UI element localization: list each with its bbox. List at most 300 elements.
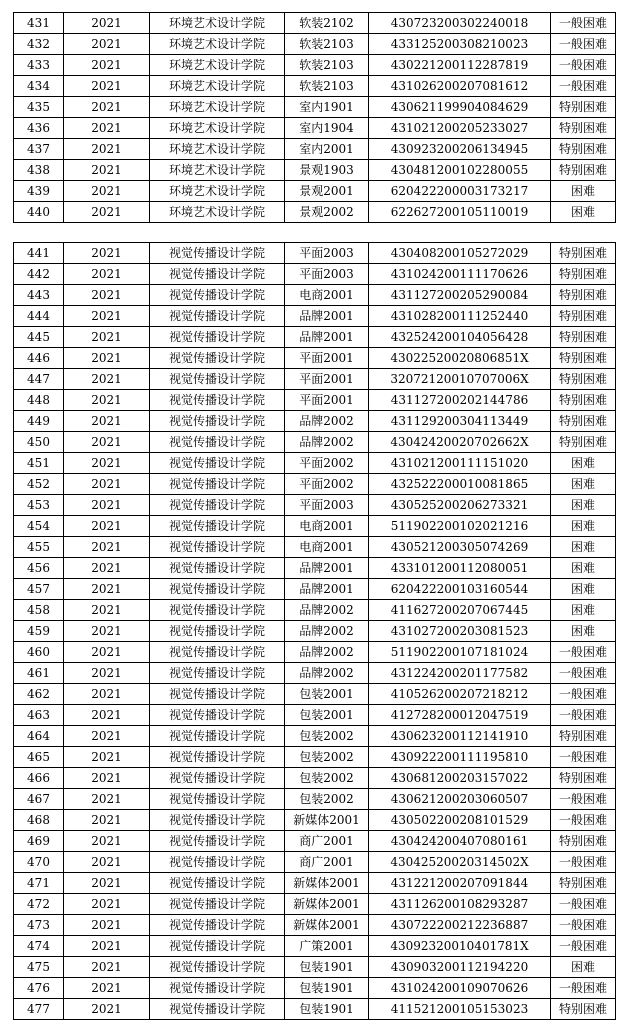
difficulty-level-cell: 一般困难 xyxy=(551,34,616,55)
serial-number-cell: 450 xyxy=(14,432,64,453)
table-row xyxy=(14,34,616,55)
id-number-cell: 430481200102280055 xyxy=(369,160,551,181)
table-row xyxy=(14,369,616,390)
college-cell: 视觉传播设计学院 xyxy=(150,516,285,537)
difficulty-level-cell: 特别困难 xyxy=(551,768,616,789)
serial-number-cell: 462 xyxy=(14,684,64,705)
year-cell: 2021 xyxy=(64,97,150,118)
class-cell: 品牌2001 xyxy=(285,558,369,579)
class-cell: 平面2003 xyxy=(285,264,369,285)
difficulty-level-cell: 一般困难 xyxy=(551,747,616,768)
college-cell: 环境艺术设计学院 xyxy=(150,55,285,76)
difficulty-level-cell: 特别困难 xyxy=(551,327,616,348)
serial-number-cell: 476 xyxy=(14,978,64,999)
college-cell: 视觉传播设计学院 xyxy=(150,369,285,390)
year-cell: 2021 xyxy=(64,915,150,936)
class-cell: 品牌2001 xyxy=(285,327,369,348)
table-row xyxy=(14,474,616,495)
difficulty-level-cell: 特别困难 xyxy=(551,999,616,1020)
class-cell: 包装1901 xyxy=(285,999,369,1020)
class-cell: 软装2103 xyxy=(285,34,369,55)
class-cell: 软装2103 xyxy=(285,76,369,97)
serial-number-cell: 435 xyxy=(14,97,64,118)
year-cell: 2021 xyxy=(64,831,150,852)
id-number-cell: 43022520020806851X xyxy=(369,348,551,369)
difficulty-level-cell: 一般困难 xyxy=(551,936,616,957)
year-cell: 2021 xyxy=(64,999,150,1020)
difficulty-level-cell: 困难 xyxy=(551,202,616,223)
difficulty-level-cell: 特别困难 xyxy=(551,118,616,139)
difficulty-level-cell: 特别困难 xyxy=(551,160,616,181)
difficulty-level-cell: 一般困难 xyxy=(551,810,616,831)
serial-number-cell: 455 xyxy=(14,537,64,558)
class-cell: 平面2001 xyxy=(285,348,369,369)
id-number-cell: 430681200203157022 xyxy=(369,768,551,789)
class-cell: 包装1901 xyxy=(285,978,369,999)
class-cell: 商广2001 xyxy=(285,831,369,852)
id-number-cell: 411627200207067445 xyxy=(369,600,551,621)
serial-number-cell: 472 xyxy=(14,894,64,915)
id-number-cell: 410526200207218212 xyxy=(369,684,551,705)
table-row xyxy=(14,202,616,223)
college-cell: 视觉传播设计学院 xyxy=(150,285,285,306)
table-row xyxy=(14,726,616,747)
class-cell: 新媒体2001 xyxy=(285,873,369,894)
class-cell: 品牌2002 xyxy=(285,663,369,684)
id-number-cell: 411521200105153023 xyxy=(369,999,551,1020)
class-cell: 包装2001 xyxy=(285,705,369,726)
serial-number-cell: 437 xyxy=(14,139,64,160)
year-cell: 2021 xyxy=(64,579,150,600)
table-row xyxy=(14,76,616,97)
difficulty-level-cell: 一般困难 xyxy=(551,13,616,34)
college-cell: 视觉传播设计学院 xyxy=(150,831,285,852)
year-cell: 2021 xyxy=(64,432,150,453)
serial-number-cell: 439 xyxy=(14,181,64,202)
id-number-cell: 432522200010081865 xyxy=(369,474,551,495)
college-cell: 视觉传播设计学院 xyxy=(150,957,285,978)
class-cell: 景观2001 xyxy=(285,181,369,202)
class-cell: 品牌2002 xyxy=(285,411,369,432)
class-cell: 电商2001 xyxy=(285,285,369,306)
serial-number-cell: 464 xyxy=(14,726,64,747)
serial-number-cell: 471 xyxy=(14,873,64,894)
year-cell: 2021 xyxy=(64,55,150,76)
difficulty-level-cell: 一般困难 xyxy=(551,663,616,684)
serial-number-cell: 446 xyxy=(14,348,64,369)
id-number-cell: 412728200012047519 xyxy=(369,705,551,726)
table-row xyxy=(14,789,616,810)
college-cell: 视觉传播设计学院 xyxy=(150,852,285,873)
id-number-cell: 431127200202144786 xyxy=(369,390,551,411)
serial-number-cell: 431 xyxy=(14,13,64,34)
college-cell: 视觉传播设计学院 xyxy=(150,810,285,831)
serial-number-cell: 438 xyxy=(14,160,64,181)
college-cell: 视觉传播设计学院 xyxy=(150,768,285,789)
college-cell: 视觉传播设计学院 xyxy=(150,999,285,1020)
id-number-cell: 430922200111195810 xyxy=(369,747,551,768)
id-number-cell: 431024200109070626 xyxy=(369,978,551,999)
student-table-visual-communication xyxy=(13,242,616,1020)
id-number-cell: 32072120010707006X xyxy=(369,369,551,390)
serial-number-cell: 443 xyxy=(14,285,64,306)
year-cell: 2021 xyxy=(64,558,150,579)
year-cell: 2021 xyxy=(64,474,150,495)
college-cell: 视觉传播设计学院 xyxy=(150,894,285,915)
table-row xyxy=(14,957,616,978)
difficulty-level-cell: 困难 xyxy=(551,600,616,621)
college-cell: 视觉传播设计学院 xyxy=(150,306,285,327)
serial-number-cell: 440 xyxy=(14,202,64,223)
difficulty-level-cell: 特别困难 xyxy=(551,726,616,747)
college-cell: 视觉传播设计学院 xyxy=(150,726,285,747)
table-row xyxy=(14,243,616,264)
serial-number-cell: 473 xyxy=(14,915,64,936)
college-cell: 环境艺术设计学院 xyxy=(150,181,285,202)
serial-number-cell: 460 xyxy=(14,642,64,663)
year-cell: 2021 xyxy=(64,453,150,474)
college-cell: 视觉传播设计学院 xyxy=(150,411,285,432)
year-cell: 2021 xyxy=(64,726,150,747)
table-row xyxy=(14,642,616,663)
table-row xyxy=(14,915,616,936)
difficulty-level-cell: 一般困难 xyxy=(551,894,616,915)
serial-number-cell: 466 xyxy=(14,768,64,789)
year-cell: 2021 xyxy=(64,202,150,223)
class-cell: 新媒体2001 xyxy=(285,894,369,915)
id-number-cell: 430722200212236887 xyxy=(369,915,551,936)
id-number-cell: 430723200302240018 xyxy=(369,13,551,34)
college-cell: 视觉传播设计学院 xyxy=(150,600,285,621)
id-number-cell: 511902200102021216 xyxy=(369,516,551,537)
table-row xyxy=(14,768,616,789)
year-cell: 2021 xyxy=(64,684,150,705)
id-number-cell: 431126200108293287 xyxy=(369,894,551,915)
table-row xyxy=(14,600,616,621)
class-cell: 包装2002 xyxy=(285,768,369,789)
id-number-cell: 433125200308210023 xyxy=(369,34,551,55)
college-cell: 视觉传播设计学院 xyxy=(150,684,285,705)
year-cell: 2021 xyxy=(64,894,150,915)
table-row xyxy=(14,516,616,537)
table-row xyxy=(14,97,616,118)
college-cell: 视觉传播设计学院 xyxy=(150,453,285,474)
id-number-cell: 620422200103160544 xyxy=(369,579,551,600)
college-cell: 视觉传播设计学院 xyxy=(150,873,285,894)
id-number-cell: 622627200105110019 xyxy=(369,202,551,223)
table-row xyxy=(14,160,616,181)
difficulty-level-cell: 特别困难 xyxy=(551,831,616,852)
id-number-cell: 430502200208101529 xyxy=(369,810,551,831)
table-row xyxy=(14,264,616,285)
serial-number-cell: 467 xyxy=(14,789,64,810)
college-cell: 视觉传播设计学院 xyxy=(150,663,285,684)
table-row xyxy=(14,285,616,306)
class-cell: 品牌2002 xyxy=(285,621,369,642)
serial-number-cell: 449 xyxy=(14,411,64,432)
table-row xyxy=(14,831,616,852)
class-cell: 品牌2002 xyxy=(285,600,369,621)
difficulty-level-cell: 特别困难 xyxy=(551,97,616,118)
serial-number-cell: 447 xyxy=(14,369,64,390)
difficulty-level-cell: 困难 xyxy=(551,579,616,600)
student-table-environmental-art xyxy=(13,12,616,223)
id-number-cell: 432524200104056428 xyxy=(369,327,551,348)
college-cell: 视觉传播设计学院 xyxy=(150,348,285,369)
class-cell: 平面2001 xyxy=(285,390,369,411)
class-cell: 室内1901 xyxy=(285,97,369,118)
id-number-cell: 43092320010401781X xyxy=(369,936,551,957)
id-number-cell: 43042420020702662X xyxy=(369,432,551,453)
year-cell: 2021 xyxy=(64,705,150,726)
year-cell: 2021 xyxy=(64,936,150,957)
year-cell: 2021 xyxy=(64,663,150,684)
id-number-cell: 431224200201177582 xyxy=(369,663,551,684)
id-number-cell: 430525200206273321 xyxy=(369,495,551,516)
difficulty-level-cell: 特别困难 xyxy=(551,390,616,411)
id-number-cell: 431028200111252440 xyxy=(369,306,551,327)
class-cell: 室内1904 xyxy=(285,118,369,139)
difficulty-level-cell: 困难 xyxy=(551,181,616,202)
difficulty-level-cell: 特别困难 xyxy=(551,369,616,390)
table-row xyxy=(14,495,616,516)
table-row xyxy=(14,537,616,558)
id-number-cell: 431129200304113449 xyxy=(369,411,551,432)
year-cell: 2021 xyxy=(64,369,150,390)
table-row xyxy=(14,747,616,768)
id-number-cell: 431127200205290084 xyxy=(369,285,551,306)
serial-number-cell: 445 xyxy=(14,327,64,348)
college-cell: 环境艺术设计学院 xyxy=(150,13,285,34)
difficulty-level-cell: 特别困难 xyxy=(551,432,616,453)
college-cell: 视觉传播设计学院 xyxy=(150,243,285,264)
serial-number-cell: 433 xyxy=(14,55,64,76)
year-cell: 2021 xyxy=(64,348,150,369)
table-row xyxy=(14,432,616,453)
serial-number-cell: 458 xyxy=(14,600,64,621)
difficulty-level-cell: 一般困难 xyxy=(551,978,616,999)
year-cell: 2021 xyxy=(64,160,150,181)
class-cell: 包装2002 xyxy=(285,747,369,768)
year-cell: 2021 xyxy=(64,285,150,306)
table-row xyxy=(14,978,616,999)
college-cell: 环境艺术设计学院 xyxy=(150,118,285,139)
year-cell: 2021 xyxy=(64,957,150,978)
serial-number-cell: 442 xyxy=(14,264,64,285)
table-row xyxy=(14,936,616,957)
college-cell: 视觉传播设计学院 xyxy=(150,495,285,516)
college-cell: 环境艺术设计学院 xyxy=(150,202,285,223)
table-row xyxy=(14,852,616,873)
id-number-cell: 430621200203060507 xyxy=(369,789,551,810)
id-number-cell: 431221200207091844 xyxy=(369,873,551,894)
college-cell: 视觉传播设计学院 xyxy=(150,621,285,642)
table-row xyxy=(14,999,616,1020)
college-cell: 视觉传播设计学院 xyxy=(150,537,285,558)
class-cell: 新媒体2001 xyxy=(285,810,369,831)
difficulty-level-cell: 特别困难 xyxy=(551,285,616,306)
id-number-cell: 431021200205233027 xyxy=(369,118,551,139)
year-cell: 2021 xyxy=(64,873,150,894)
class-cell: 品牌2002 xyxy=(285,642,369,663)
serial-number-cell: 444 xyxy=(14,306,64,327)
year-cell: 2021 xyxy=(64,495,150,516)
class-cell: 景观2002 xyxy=(285,202,369,223)
college-cell: 环境艺术设计学院 xyxy=(150,139,285,160)
college-cell: 视觉传播设计学院 xyxy=(150,264,285,285)
class-cell: 品牌2002 xyxy=(285,432,369,453)
year-cell: 2021 xyxy=(64,327,150,348)
college-cell: 视觉传播设计学院 xyxy=(150,936,285,957)
difficulty-level-cell: 困难 xyxy=(551,495,616,516)
table-row xyxy=(14,621,616,642)
serial-number-cell: 451 xyxy=(14,453,64,474)
table-row xyxy=(14,181,616,202)
difficulty-level-cell: 特别困难 xyxy=(551,139,616,160)
difficulty-level-cell: 一般困难 xyxy=(551,55,616,76)
difficulty-level-cell: 一般困难 xyxy=(551,915,616,936)
serial-number-cell: 465 xyxy=(14,747,64,768)
difficulty-level-cell: 困难 xyxy=(551,558,616,579)
serial-number-cell: 474 xyxy=(14,936,64,957)
year-cell: 2021 xyxy=(64,978,150,999)
class-cell: 品牌2001 xyxy=(285,579,369,600)
id-number-cell: 430521200305074269 xyxy=(369,537,551,558)
year-cell: 2021 xyxy=(64,642,150,663)
class-cell: 软装2102 xyxy=(285,13,369,34)
id-number-cell: 431027200203081523 xyxy=(369,621,551,642)
difficulty-level-cell: 特别困难 xyxy=(551,411,616,432)
table-row xyxy=(14,306,616,327)
serial-number-cell: 432 xyxy=(14,34,64,55)
id-number-cell: 433101200112080051 xyxy=(369,558,551,579)
id-number-cell: 430621199904084629 xyxy=(369,97,551,118)
id-number-cell: 620422200003173217 xyxy=(369,181,551,202)
difficulty-level-cell: 一般困难 xyxy=(551,705,616,726)
id-number-cell: 430903200112194220 xyxy=(369,957,551,978)
class-cell: 包装2002 xyxy=(285,789,369,810)
id-number-cell: 511902200107181024 xyxy=(369,642,551,663)
year-cell: 2021 xyxy=(64,13,150,34)
table-row xyxy=(14,411,616,432)
class-cell: 平面2002 xyxy=(285,453,369,474)
college-cell: 视觉传播设计学院 xyxy=(150,642,285,663)
college-cell: 视觉传播设计学院 xyxy=(150,705,285,726)
serial-number-cell: 441 xyxy=(14,243,64,264)
year-cell: 2021 xyxy=(64,139,150,160)
college-cell: 视觉传播设计学院 xyxy=(150,747,285,768)
difficulty-level-cell: 特别困难 xyxy=(551,264,616,285)
year-cell: 2021 xyxy=(64,76,150,97)
college-cell: 环境艺术设计学院 xyxy=(150,97,285,118)
serial-number-cell: 454 xyxy=(14,516,64,537)
difficulty-level-cell: 困难 xyxy=(551,453,616,474)
class-cell: 包装1901 xyxy=(285,957,369,978)
college-cell: 视觉传播设计学院 xyxy=(150,327,285,348)
class-cell: 景观1903 xyxy=(285,160,369,181)
serial-number-cell: 457 xyxy=(14,579,64,600)
table-row xyxy=(14,348,616,369)
year-cell: 2021 xyxy=(64,264,150,285)
year-cell: 2021 xyxy=(64,243,150,264)
table-row xyxy=(14,118,616,139)
difficulty-level-cell: 特别困难 xyxy=(551,873,616,894)
class-cell: 新媒体2001 xyxy=(285,915,369,936)
year-cell: 2021 xyxy=(64,181,150,202)
table-row xyxy=(14,705,616,726)
difficulty-level-cell: 一般困难 xyxy=(551,789,616,810)
serial-number-cell: 475 xyxy=(14,957,64,978)
table-row xyxy=(14,873,616,894)
difficulty-level-cell: 一般困难 xyxy=(551,852,616,873)
college-cell: 视觉传播设计学院 xyxy=(150,432,285,453)
year-cell: 2021 xyxy=(64,390,150,411)
class-cell: 商广2001 xyxy=(285,852,369,873)
college-cell: 视觉传播设计学院 xyxy=(150,915,285,936)
id-number-cell: 43042520020314502X xyxy=(369,852,551,873)
college-cell: 视觉传播设计学院 xyxy=(150,558,285,579)
serial-number-cell: 461 xyxy=(14,663,64,684)
year-cell: 2021 xyxy=(64,34,150,55)
serial-number-cell: 456 xyxy=(14,558,64,579)
difficulty-level-cell: 困难 xyxy=(551,621,616,642)
difficulty-level-cell: 一般困难 xyxy=(551,76,616,97)
table-row xyxy=(14,327,616,348)
id-number-cell: 430623200112141910 xyxy=(369,726,551,747)
year-cell: 2021 xyxy=(64,789,150,810)
year-cell: 2021 xyxy=(64,306,150,327)
table-row xyxy=(14,139,616,160)
difficulty-level-cell: 特别困难 xyxy=(551,348,616,369)
table-row xyxy=(14,579,616,600)
table-row xyxy=(14,390,616,411)
serial-number-cell: 434 xyxy=(14,76,64,97)
serial-number-cell: 452 xyxy=(14,474,64,495)
serial-number-cell: 459 xyxy=(14,621,64,642)
table-row xyxy=(14,684,616,705)
class-cell: 平面2002 xyxy=(285,474,369,495)
college-cell: 视觉传播设计学院 xyxy=(150,789,285,810)
table-row xyxy=(14,663,616,684)
year-cell: 2021 xyxy=(64,411,150,432)
difficulty-level-cell: 特别困难 xyxy=(551,306,616,327)
id-number-cell: 430408200105272029 xyxy=(369,243,551,264)
serial-number-cell: 463 xyxy=(14,705,64,726)
table-row xyxy=(14,810,616,831)
year-cell: 2021 xyxy=(64,118,150,139)
difficulty-level-cell: 一般困难 xyxy=(551,642,616,663)
serial-number-cell: 453 xyxy=(14,495,64,516)
table-row xyxy=(14,453,616,474)
year-cell: 2021 xyxy=(64,537,150,558)
serial-number-cell: 477 xyxy=(14,999,64,1020)
college-cell: 环境艺术设计学院 xyxy=(150,34,285,55)
serial-number-cell: 436 xyxy=(14,118,64,139)
class-cell: 软装2103 xyxy=(285,55,369,76)
difficulty-level-cell: 困难 xyxy=(551,537,616,558)
table-row xyxy=(14,13,616,34)
college-cell: 环境艺术设计学院 xyxy=(150,76,285,97)
table-row xyxy=(14,894,616,915)
difficulty-level-cell: 困难 xyxy=(551,957,616,978)
class-cell: 平面2001 xyxy=(285,369,369,390)
year-cell: 2021 xyxy=(64,747,150,768)
id-number-cell: 430424200407080161 xyxy=(369,831,551,852)
college-cell: 视觉传播设计学院 xyxy=(150,390,285,411)
class-cell: 包装2002 xyxy=(285,726,369,747)
college-cell: 视觉传播设计学院 xyxy=(150,579,285,600)
college-cell: 环境艺术设计学院 xyxy=(150,160,285,181)
